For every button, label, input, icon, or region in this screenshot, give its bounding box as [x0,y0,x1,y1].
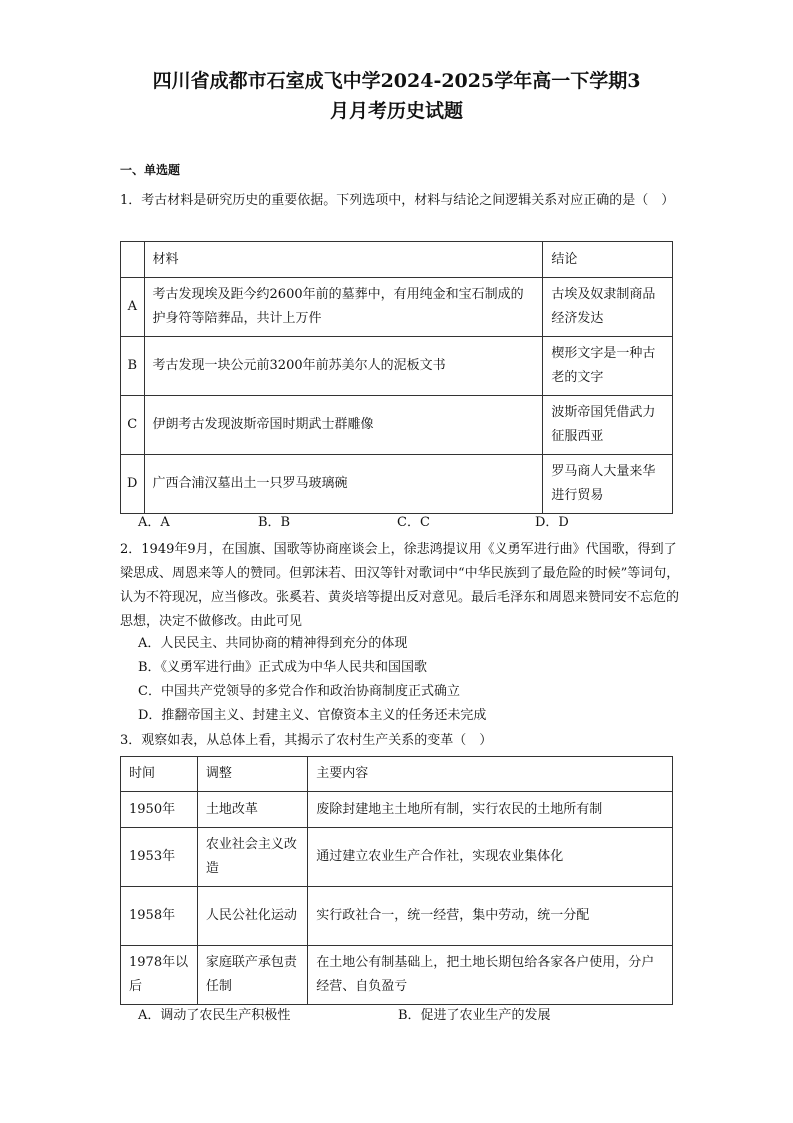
title-line-2: 月月考历史试题 [329,100,463,122]
table-row [121,828,673,887]
table-header-row [121,242,673,278]
conclusion-cell: 楔形文字是一种古老的文字 [543,337,673,396]
option-letter: C [121,396,145,455]
question-1-table [120,241,673,514]
option-letter: B [121,337,145,396]
adjustment-cell: 土地改革 [197,792,307,828]
table-header-cell: 材料 [144,242,543,278]
option-a[interactable]: A．调动了农民生产积极性 [138,1008,291,1023]
time-cell: 1958年 [121,887,198,946]
question-3-stem: 3．观察如表，从总体上看，其揭示了农村生产关系的变革（ ） [120,733,493,748]
option-letter: D [121,455,145,514]
table-row [121,887,673,946]
conclusion-cell: 古埃及奴隶制商品经济发达 [543,278,673,337]
table-row [121,278,673,337]
option-d[interactable]: D．推翻帝国主义、封建主义、官僚资本主义的任务还未完成 [138,708,487,723]
content-cell: 实行政社合一，统一经营，集中劳动，统一分配 [308,887,673,946]
material-cell: 考古发现一块公元前3200年前苏美尔人的泥板文书 [144,337,543,396]
adjustment-cell: 人民公社化运动 [197,887,307,946]
table-row [121,337,673,396]
material-cell: 考古发现埃及距今约2600年前的墓葬中，有用纯金和宝石制成的护身符等陪葬品，共计上万件 [144,278,543,337]
time-cell: 1953年 [121,828,198,887]
table-header-cell: 结论 [543,242,673,278]
option-a[interactable]: A．A [138,515,170,530]
option-a[interactable]: A．人民民主、共同协商的精神得到充分的体现 [138,636,408,651]
adjustment-cell: 农业社会主义改造 [197,828,307,887]
option-b[interactable]: B．B [258,515,291,530]
option-c[interactable]: C．C [397,515,430,530]
question-1-options [0,514,793,532]
table-row [121,946,673,1005]
table-header-cell: 时间 [121,757,198,792]
table-header-cell: 主要内容 [308,757,673,792]
conclusion-cell: 波斯帝国凭借武力征服西亚 [543,396,673,455]
question-1-stem: 1．考古材料是研究历史的重要依据。下列选项中，材料与结论之间逻辑关系对应正确的是（ ） [120,193,675,208]
time-cell: 1978年以后 [121,946,198,1005]
page-title [100,66,693,126]
adjustment-cell: 家庭联产承包责任制 [197,946,307,1005]
question-3-options [0,1007,793,1025]
content-cell: 通过建立农业生产合作社，实现农业集体化 [308,828,673,887]
option-letter: A [121,278,145,337]
table-row [121,455,673,514]
time-cell: 1950年 [121,792,198,828]
table-header-cell: 调整 [197,757,307,792]
question-3-table [120,756,673,1005]
material-cell: 广西合浦汉墓出土一只罗马玻璃碗 [144,455,543,514]
option-d[interactable]: D．D [535,515,569,530]
conclusion-cell: 罗马商人大量来华进行贸易 [543,455,673,514]
table-header-cell [121,242,145,278]
table-row [121,396,673,455]
section-heading: 一、单选题 [120,163,181,177]
content-cell: 在土地公有制基础上，把土地长期包给各家各户使用，分户经营、自负盈亏 [308,946,673,1005]
title-line-1: 四川省成都市石室成飞中学2024-2025学年高一下学期3 [152,70,641,92]
question-2-stem: 2．1949年9月，在国旗、国歌等协商座谈会上，徐悲鸿提议用《义勇军进行曲》代国歌，得到了梁思成、周恩来等人的赞同。但郭沫若、田汉等针对歌词中“中华民族到了最危险的时候”等词句，认为不符现况，应当修改。张奚若、黄炎培等提出反对意见。最后毛泽东和周恩来赞同安不忘危的思想，决定不做修改。由此可见 [120,542,680,629]
option-b[interactable]: B．《义勇军进行曲》正式成为中华人民共和国国歌 [138,660,428,675]
option-b[interactable]: B．促进了农业生产的发展 [398,1008,551,1023]
table-header-row [121,757,673,792]
material-cell: 伊朗考古发现波斯帝国时期武士群雕像 [144,396,543,455]
table-row [121,792,673,828]
content-cell: 废除封建地主土地所有制，实行农民的土地所有制 [308,792,673,828]
option-c[interactable]: C．中国共产党领导的多党合作和政治协商制度正式确立 [138,684,460,699]
